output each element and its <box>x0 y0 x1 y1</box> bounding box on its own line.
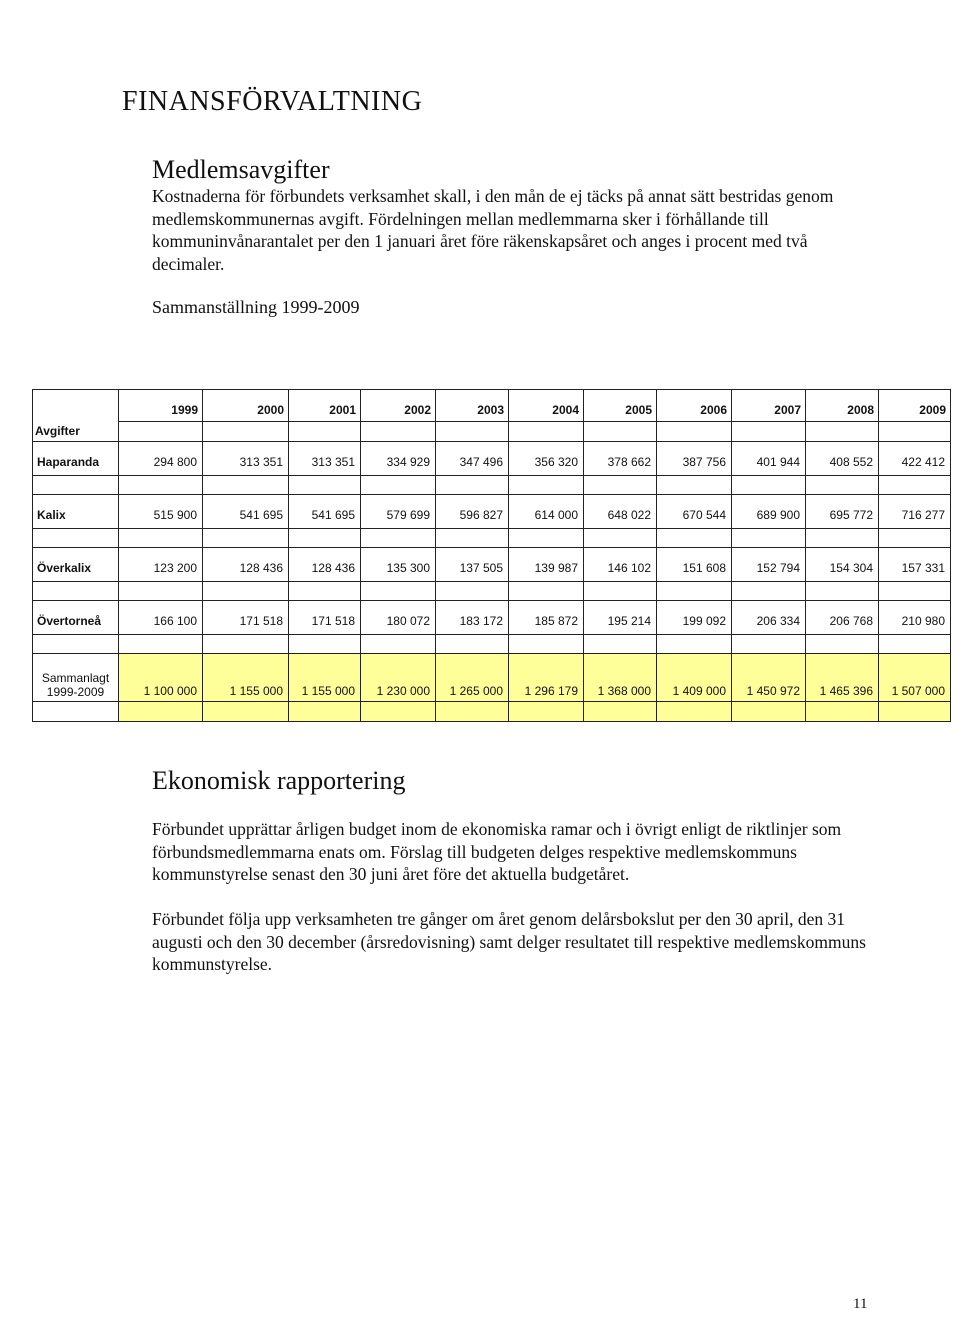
value-cell: 579 699 <box>361 495 436 529</box>
spacer-cell <box>289 582 361 601</box>
table-row <box>33 548 951 582</box>
value-cell: 356 320 <box>509 442 584 476</box>
empty-cell <box>584 422 657 442</box>
year-header: 2009 <box>879 390 951 422</box>
spacer-cell <box>361 635 436 654</box>
value-cell: 199 092 <box>657 601 732 635</box>
row-label: Övertorneå <box>33 601 119 635</box>
row-label: Kalix <box>33 495 119 529</box>
value-cell: 294 800 <box>119 442 203 476</box>
empty-cell <box>806 422 879 442</box>
spacer-cell <box>203 529 289 548</box>
value-cell: 313 351 <box>289 442 361 476</box>
empty-cell <box>361 422 436 442</box>
spacer-cell <box>119 635 203 654</box>
section-paragraph-budget: Förbundet upprättar årligen budget inom de ekonomiska ramar och i övrigt enligt de riktlinjer som förbundsmedlemmarna enats om. Förslag till budgeten delges respektive medlemskommuns kommunstyrelse senast den 30 juni året före det aktuella budgetåret. <box>152 819 842 884</box>
value-cell: 614 000 <box>509 495 584 529</box>
row-label: Haparanda <box>33 442 119 476</box>
total-value-cell: 1 507 000 <box>879 654 951 702</box>
total-value-cell: 1 465 396 <box>806 654 879 702</box>
spacer-cell <box>806 529 879 548</box>
spacer-cell <box>361 582 436 601</box>
spacer-cell <box>657 582 732 601</box>
spacer-cell <box>657 476 732 495</box>
spacer-cell <box>879 476 951 495</box>
spacer-cell <box>289 529 361 548</box>
total-label <box>33 654 119 702</box>
fees-table-container <box>32 389 950 721</box>
year-header: 2001 <box>289 390 361 422</box>
spacer-cell <box>203 702 289 722</box>
table-row <box>33 601 951 635</box>
spacer-cell <box>509 476 584 495</box>
spacer-cell <box>33 582 119 601</box>
spacer-cell <box>806 635 879 654</box>
empty-cell <box>203 422 289 442</box>
value-cell: 157 331 <box>879 548 951 582</box>
value-cell: 695 772 <box>806 495 879 529</box>
total-label-line1: Sammanlagt <box>41 671 110 685</box>
value-cell: 347 496 <box>436 442 509 476</box>
spacer-cell <box>361 702 436 722</box>
spacer-cell <box>732 635 806 654</box>
spacer-cell <box>879 702 951 722</box>
spacer-cell <box>879 529 951 548</box>
spacer-row <box>33 476 951 495</box>
spacer-cell <box>509 529 584 548</box>
avgifter-label: Avgifter <box>33 422 119 442</box>
section-paragraph-uppfoljning: Förbundet följa upp verksamheten tre gånger om året genom delårsbokslut per den 30 april, den 31 augusti och den 30 december (årsredovisning) samt delger resultatet till respektive medlemskommuns kommunstyrelse. <box>152 909 866 974</box>
section-paragraph-medlemsavgifter: Kostnaderna för förbundets verksamhet skall, i den mån de ej täcks på annat sätt bestridas genom medlemskommunernas avgift. Fördelningen mellan medlemmarna sker i förhållande till kommuninvånarantalet per den 1 januari året före räkenskapsåret och anges i procent med två decimaler. <box>152 186 834 274</box>
year-header: 2003 <box>436 390 509 422</box>
spacer-cell <box>289 702 361 722</box>
page-title: FINANSFÖRVALTNING <box>122 86 423 117</box>
spacer-cell <box>436 476 509 495</box>
spacer-cell <box>806 476 879 495</box>
value-cell: 206 768 <box>806 601 879 635</box>
total-spacer-row <box>33 702 951 722</box>
value-cell: 541 695 <box>203 495 289 529</box>
page-number: 11 <box>853 1296 868 1312</box>
spacer-cell <box>436 702 509 722</box>
total-value-cell: 1 265 000 <box>436 654 509 702</box>
avgifter-row <box>33 422 951 442</box>
section-title-ekonomisk-rapportering: Ekonomisk rapportering <box>152 766 406 795</box>
value-cell: 195 214 <box>584 601 657 635</box>
spacer-cell <box>361 476 436 495</box>
value-cell: 146 102 <box>584 548 657 582</box>
value-cell: 648 022 <box>584 495 657 529</box>
spacer-cell <box>33 635 119 654</box>
spacer-row <box>33 582 951 601</box>
spacer-cell <box>879 635 951 654</box>
year-header: 2006 <box>657 390 732 422</box>
empty-cell <box>657 422 732 442</box>
year-header: 2007 <box>732 390 806 422</box>
spacer-cell <box>289 476 361 495</box>
spacer-cell <box>203 635 289 654</box>
spacer-cell <box>33 529 119 548</box>
spacer-cell <box>33 476 119 495</box>
value-cell: 152 794 <box>732 548 806 582</box>
total-value-cell: 1 409 000 <box>657 654 732 702</box>
spacer-row <box>33 529 951 548</box>
year-header: 2000 <box>203 390 289 422</box>
spacer-cell <box>584 476 657 495</box>
spacer-cell <box>509 702 584 722</box>
empty-cell <box>436 422 509 442</box>
total-value-cell: 1 230 000 <box>361 654 436 702</box>
year-header: 2004 <box>509 390 584 422</box>
spacer-cell <box>657 702 732 722</box>
value-cell: 515 900 <box>119 495 203 529</box>
spacer-cell <box>119 582 203 601</box>
value-cell: 135 300 <box>361 548 436 582</box>
spacer-cell <box>657 529 732 548</box>
spacer-cell <box>584 529 657 548</box>
total-label-line2: 1999-2009 <box>46 685 105 699</box>
spacer-cell <box>584 635 657 654</box>
value-cell: 670 544 <box>657 495 732 529</box>
value-cell: 171 518 <box>289 601 361 635</box>
corner-cell <box>33 390 119 422</box>
spacer-cell <box>119 476 203 495</box>
value-cell: 210 980 <box>879 601 951 635</box>
spacer-row <box>33 635 951 654</box>
value-cell: 334 929 <box>361 442 436 476</box>
value-cell: 541 695 <box>289 495 361 529</box>
total-value-cell: 1 296 179 <box>509 654 584 702</box>
spacer-cell <box>289 635 361 654</box>
spacer-cell <box>584 702 657 722</box>
value-cell: 128 436 <box>203 548 289 582</box>
total-value-cell: 1 450 972 <box>732 654 806 702</box>
empty-cell <box>879 422 951 442</box>
table-caption: Sammanställning 1999-2009 <box>152 297 360 317</box>
spacer-cell <box>436 529 509 548</box>
value-cell: 171 518 <box>203 601 289 635</box>
total-value-cell: 1 155 000 <box>203 654 289 702</box>
value-cell: 185 872 <box>509 601 584 635</box>
spacer-cell <box>806 582 879 601</box>
year-header: 2005 <box>584 390 657 422</box>
value-cell: 422 412 <box>879 442 951 476</box>
value-cell: 183 172 <box>436 601 509 635</box>
value-cell: 154 304 <box>806 548 879 582</box>
value-cell: 123 200 <box>119 548 203 582</box>
value-cell: 378 662 <box>584 442 657 476</box>
year-header: 2008 <box>806 390 879 422</box>
value-cell: 151 608 <box>657 548 732 582</box>
spacer-cell <box>509 582 584 601</box>
spacer-cell <box>203 582 289 601</box>
value-cell: 166 100 <box>119 601 203 635</box>
spacer-cell <box>509 635 584 654</box>
value-cell: 313 351 <box>203 442 289 476</box>
empty-cell <box>509 422 584 442</box>
spacer-cell <box>436 635 509 654</box>
spacer-cell <box>806 702 879 722</box>
value-cell: 128 436 <box>289 548 361 582</box>
total-value-cell: 1 155 000 <box>289 654 361 702</box>
spacer-cell <box>361 529 436 548</box>
value-cell: 387 756 <box>657 442 732 476</box>
spacer-cell <box>879 582 951 601</box>
year-header: 1999 <box>119 390 203 422</box>
table-row <box>33 442 951 476</box>
empty-cell <box>289 422 361 442</box>
value-cell: 596 827 <box>436 495 509 529</box>
header-row <box>33 390 951 422</box>
year-header: 2002 <box>361 390 436 422</box>
row-label: Överkalix <box>33 548 119 582</box>
spacer-cell <box>119 702 203 722</box>
section-title-medlemsavgifter: Medlemsavgifter <box>152 155 330 184</box>
value-cell: 206 334 <box>732 601 806 635</box>
value-cell: 139 987 <box>509 548 584 582</box>
fees-table <box>32 389 951 722</box>
value-cell: 401 944 <box>732 442 806 476</box>
spacer-cell <box>657 635 732 654</box>
value-cell: 180 072 <box>361 601 436 635</box>
value-cell: 716 277 <box>879 495 951 529</box>
spacer-cell <box>732 529 806 548</box>
spacer-cell <box>33 702 119 722</box>
spacer-cell <box>732 582 806 601</box>
spacer-cell <box>732 476 806 495</box>
table-row <box>33 495 951 529</box>
total-row <box>33 654 951 702</box>
spacer-cell <box>584 582 657 601</box>
empty-cell <box>732 422 806 442</box>
total-value-cell: 1 368 000 <box>584 654 657 702</box>
empty-cell <box>119 422 203 442</box>
spacer-cell <box>119 529 203 548</box>
spacer-cell <box>203 476 289 495</box>
value-cell: 408 552 <box>806 442 879 476</box>
spacer-cell <box>436 582 509 601</box>
value-cell: 137 505 <box>436 548 509 582</box>
total-value-cell: 1 100 000 <box>119 654 203 702</box>
value-cell: 689 900 <box>732 495 806 529</box>
spacer-cell <box>732 702 806 722</box>
